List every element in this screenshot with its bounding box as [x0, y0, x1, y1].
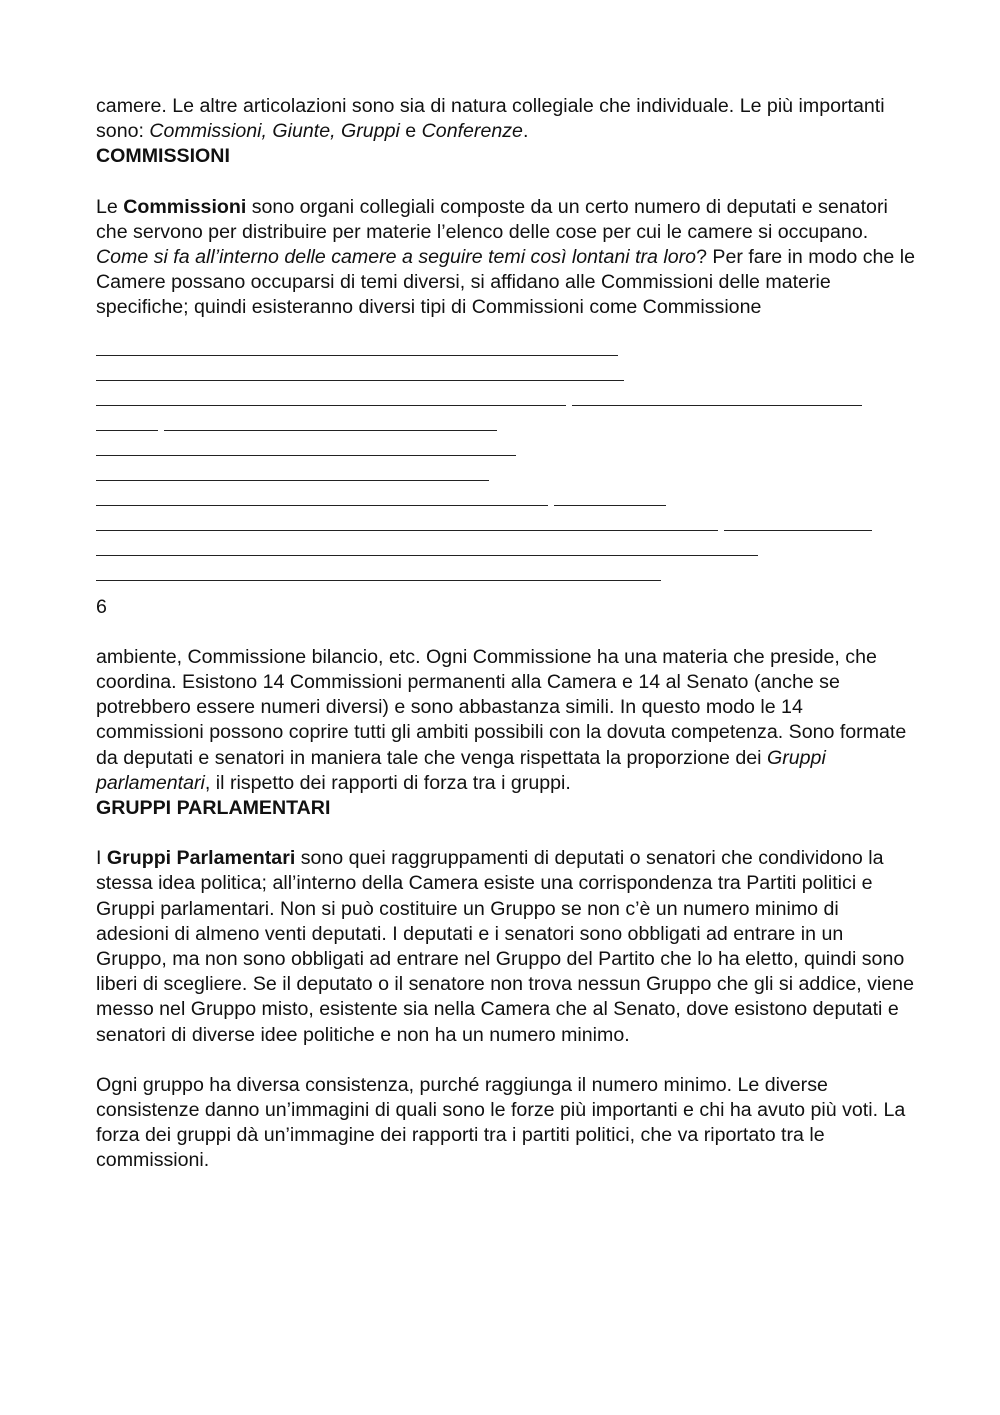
paragraph-gruppi [96, 846, 916, 1048]
blank-line [96, 355, 618, 356]
document-page [96, 94, 916, 1174]
italic-run: Come si fa all’interno delle camere a seguire temi così lontani tra loro [96, 246, 697, 269]
paragraph-commissioni [96, 195, 916, 321]
text-run: ? Per fare in modo che le Camere possano occuparsi di temi diversi, si affidano alle Commissioni delle materie specifiche; quindi esisteranno diversi tipi di Commissioni come Commissione [96, 246, 915, 319]
bold-run: Commissioni [123, 195, 247, 218]
text-run: I [96, 847, 107, 870]
paragraph-intro [96, 94, 916, 144]
text-run: , il rispetto dei rapporti di forza tra i gruppi. [204, 771, 571, 794]
text-run: sono quei raggruppamenti di deputati o senatori che condividono la stessa idea politica; all’interno della Camera esiste una corrispondenza tra Partiti politici e Gruppi parlamentari. Non si può costituire un Gruppo se non c’è un numero minimo di adesioni di almeno venti deputati. I deputati e i senatori sono obbligati ad entrare in un Gruppo, ma non sono obbligati ad entrare nel Gruppo del Partito che lo ha eletto, quindi sono liberi di scegliere. Se il deputato o il senatore non trova nessun Gruppo che gli si addice, viene messo nel Gruppo misto, esistente sia nella Camera che al Senato, dove esistono deputati e senatori di diverse idee politiche e non ha un numero minimo. [96, 847, 914, 1046]
heading-gruppi: GRUPPI PARLAMENTARI [96, 797, 331, 820]
text-run: sono organi collegiali composte da un certo numero di deputati e senatori che servono per distribuire per materie l’elenco delle cose per cui le camere si occupano. [96, 195, 888, 243]
blank-line [96, 480, 489, 481]
blank-line [554, 505, 666, 506]
text-run: . [522, 120, 529, 143]
text-run: e [399, 120, 422, 143]
blank-lines-area [96, 345, 916, 595]
blank-line [164, 430, 497, 431]
bold-run: Gruppi Parlamentari [106, 847, 296, 870]
paragraph-consistenza: Ogni gruppo ha diversa consistenza, purché raggiunga il numero minimo. Le diverse consistenze danno un’immagini di quali sono le forze più importanti e chi ha avuto più voti. La forza dei gruppi dà un’immagine dei rapporti tra i partiti politici, che va riportato tra le commissioni. [96, 1073, 906, 1172]
italic-run: Conferenze [421, 120, 523, 143]
italic-run: Commissioni, Giunte, Gruppi [149, 120, 400, 143]
text-run: Le [96, 195, 124, 218]
heading-commissioni: COMMISSIONI [96, 145, 230, 168]
blank-line [96, 555, 758, 556]
blank-line [96, 380, 624, 381]
blank-line [96, 405, 566, 406]
blank-line [724, 530, 872, 531]
blank-line [96, 530, 718, 531]
blank-line [96, 580, 661, 581]
blank-line [96, 455, 516, 456]
italic-run: Gruppi parlamentari [96, 746, 826, 794]
blank-line [96, 505, 548, 506]
text-run: ambiente, Commissione bilancio, etc. Ogni Commissione ha una materia che preside, che coordina. Esistono 14 Commissioni permanenti alla Camera e 14 al Senato (anche se potrebbero essere numeri diversi) e sono abbastanza simili. In questo modo le 14 commissioni possono coprire tutti gli ambiti possibili con la dovuta competenza. Sono formate da deputati e senatori in maniera tale che venga rispettata la proporzione dei [96, 645, 907, 769]
text-run: camere. Le altre articolazioni sono sia di natura collegiale che individuale. Le più importanti sono: [96, 95, 885, 143]
blank-line [96, 430, 158, 431]
blank-line [572, 405, 862, 406]
paragraph-commissioni-cont [96, 645, 916, 796]
page-number: 6 [96, 595, 107, 618]
